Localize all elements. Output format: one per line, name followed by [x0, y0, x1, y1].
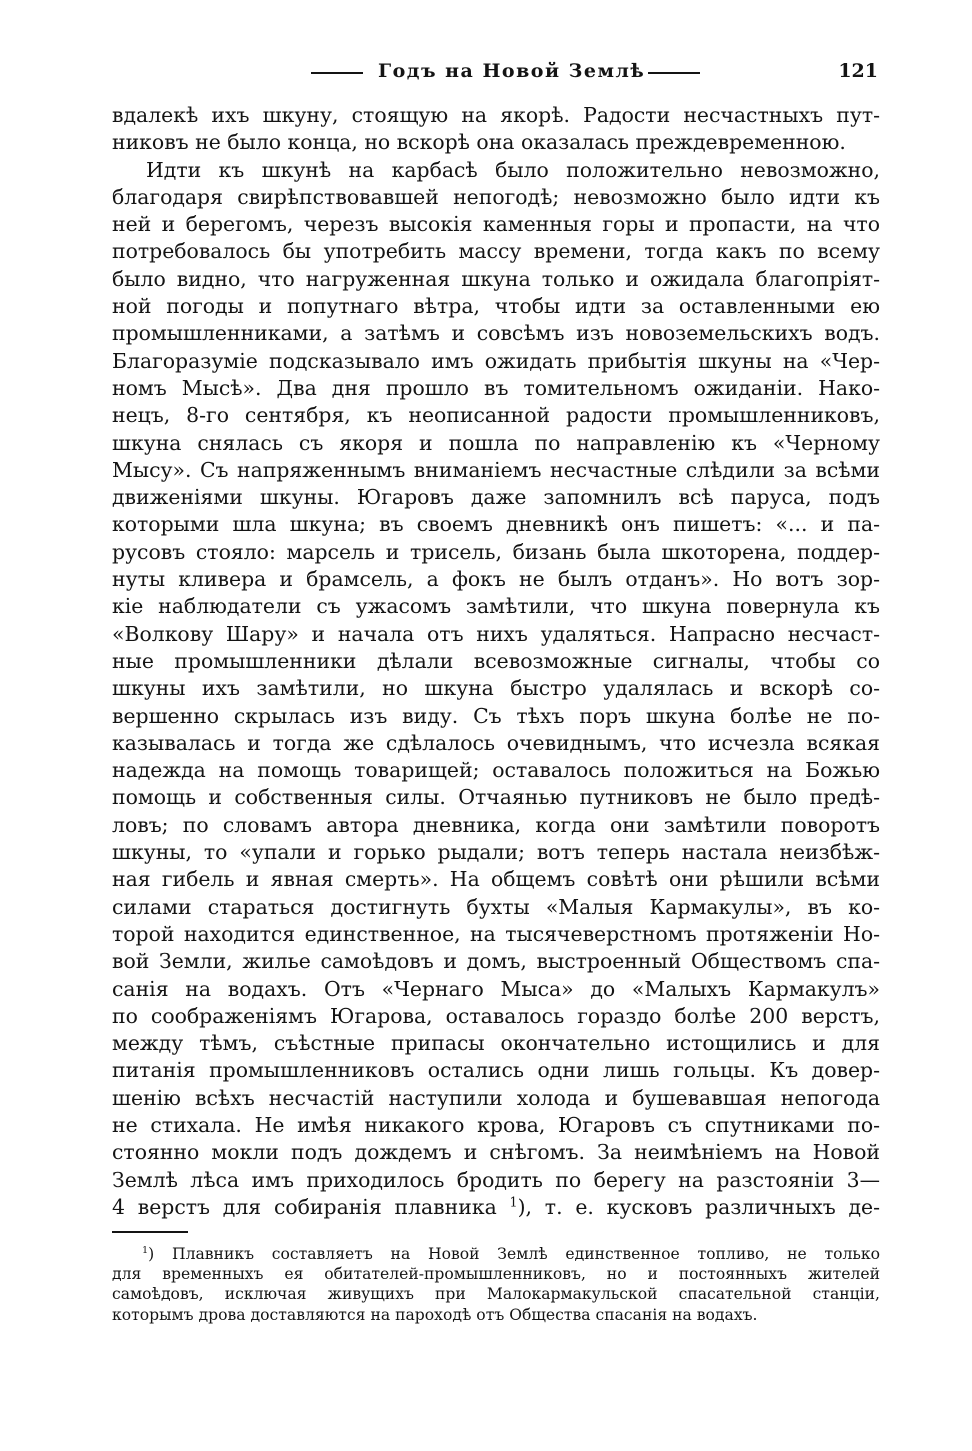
body-line: русовъ стояло: марсель и трисель, бизань была шкоторена, поддер-	[112, 539, 880, 564]
body-line: по соображеніямъ Югарова, оставалось гораздо болѣе 200 верстъ,	[112, 1003, 880, 1028]
body-line: ные промышленники дѣлали всевозможные сигналы, чтобы со	[112, 648, 880, 673]
footnote-line-text: ) Плавникъ составляетъ на Новой Землѣ единственное топливо, не только	[148, 1244, 880, 1263]
footnote-divider	[112, 1231, 188, 1233]
body-line: Мысу». Съ напряженнымъ вниманіемъ несчастные слѣдили за всѣми	[112, 457, 880, 482]
body-line: нуты кливера и брамсель, а фокъ не былъ отданъ». Но вотъ зор-	[112, 567, 880, 592]
body-line: потребовалось бы употребить массу времени, тогда какъ по всему	[112, 239, 880, 264]
body-line: не стихала. Не имѣя никакого крова, Югаровъ съ спутниками по-	[112, 1112, 880, 1137]
body-line: благодаря свирѣпствовавшей непогодѣ; невозможно было идти къ	[112, 184, 880, 209]
footnote-line: самоѣдовъ, исключая живущихъ при Малокармакульской спасательной станціи,	[112, 1285, 880, 1304]
body-line: шкуны ихъ замѣтили, но шкуна быстро удалялась и вскорѣ со-	[112, 676, 880, 701]
body-line: «Волкову Шару» и начала отъ нихъ удаляться. Напрасно несчаст-	[112, 621, 880, 646]
body-line: между тѣмъ, съѣстные припасы окончательно истощились и для	[112, 1031, 880, 1056]
page-number: 121	[838, 60, 878, 82]
body-line-tail: ), т. е. кусковъ различныхъ де-	[517, 1194, 881, 1219]
body-line: санія на водахъ. Отъ «Чернаго Мыса» до «Малыхъ Кармакулъ»	[112, 976, 880, 1001]
body-line: ней и берегомъ, черезъ высокія каменныя горы и пропасти, на что	[112, 212, 880, 237]
body-line: ная гибель и явная смерть». На общемъ совѣтѣ они рѣшили всѣми	[112, 867, 880, 892]
footnote-line: которымъ дрова доставляются на пароходѣ отъ Общества спасанія на водахъ.	[112, 1305, 758, 1324]
body-text	[112, 102, 880, 1221]
body-line: никовъ не было конца, но вскорѣ она оказалась преждевременною.	[112, 130, 846, 155]
footnote-marker: 1	[142, 1244, 149, 1256]
body-line: помощь и собственныя силы. Отчаянью путниковъ не было предѣ-	[112, 785, 880, 810]
body-line: силами стараться достигнуть бухты «Малыя Кармакулы», въ ко-	[112, 894, 880, 919]
body-line: нецъ, 8-го сентября, къ неописанной радости промышленниковъ,	[112, 403, 880, 428]
footnote-line	[112, 1244, 880, 1264]
body-line: Благоразуміе подсказывало имъ ожидать прибытія шкуны на «Чер-	[112, 348, 880, 373]
body-line: казывалась и тогда же сдѣлалось очевиднымъ, что исчезла всякая	[112, 730, 880, 755]
body-line-text: 4 верстъ для собиранія плавника	[112, 1194, 497, 1219]
body-line: Идти къ шкунѣ на карбасѣ было положительно невозможно,	[146, 157, 880, 182]
body-line: шкуна снялась съ якоря и пошла по направленію къ «Черному	[112, 430, 880, 455]
body-line: ной погоды и попутнаго вѣтра, чтобы идти за оставленными ею	[112, 294, 880, 319]
running-title-text: Годъ на Новой Землѣ	[378, 60, 646, 82]
body-line: ловъ; по словамъ автора дневника, когда они замѣтили поворотъ	[112, 812, 880, 837]
body-line: стоянно мокли подъ дождемъ и снѣгомъ. За неимѣніемъ на Новой	[112, 1140, 880, 1165]
body-line: шкуны, то «упали и горько рыдали; вотъ теперь настала неизбѣж-	[112, 840, 880, 865]
footnote-reference: 1	[509, 1194, 518, 1210]
body-line: питанія промышленниковъ остались одни лишь гольцы. Къ довер-	[112, 1058, 880, 1083]
running-head	[112, 58, 880, 88]
header-dash-right	[648, 72, 700, 74]
body-line: промышленниками, а затѣмъ и совсѣмъ изъ новоземельскихъ водъ.	[112, 321, 880, 346]
body-line: движеніями шкуны. Югаровъ даже запомнилъ всѣ паруса, подъ	[112, 485, 880, 510]
body-line: номъ Мысѣ». Два дня прошло въ томительномъ ожиданіи. Нако-	[112, 375, 880, 400]
body-line: торой находится единственное, на тысячеверстномъ протяженіи Но-	[112, 921, 880, 946]
body-line: Землѣ лѣса имъ приходилось бродить по берегу на разстояніи 3—	[112, 1167, 880, 1192]
running-title	[312, 60, 645, 82]
body-line-with-footnote-ref	[112, 1194, 880, 1221]
body-line: шенію всѣхъ несчастій наступили холода и бушевавшая непогода	[112, 1085, 880, 1110]
footnote	[112, 1244, 880, 1326]
body-line: вдалекѣ ихъ шкуну, стоящую на якорѣ. Радости несчастныхъ пут-	[112, 103, 880, 127]
body-line: кіе наблюдатели съ ужасомъ замѣтили, что шкуна повернула къ	[112, 594, 880, 619]
body-line: которыми шла шкуна; въ своемъ дневникѣ онъ пишетъ: «... и па-	[112, 512, 880, 537]
page	[112, 58, 880, 1325]
body-line: вершенно скрылась изъ виду. Съ тѣхъ поръ шкуна болѣе не по-	[112, 703, 880, 728]
body-line: вой Земли, жилье самоѣдовъ и домъ, выстроенный Обществомъ спа-	[112, 949, 880, 974]
footnote-line: для временныхъ ея обитателей-промышленниковъ, но и постоянныхъ жителей	[112, 1265, 880, 1284]
body-line: надежда на помощь товарищей; оставалось положиться на Божью	[112, 758, 880, 783]
body-line: было видно, что нагруженная шкуна только и ожидала благопріят-	[112, 266, 880, 291]
